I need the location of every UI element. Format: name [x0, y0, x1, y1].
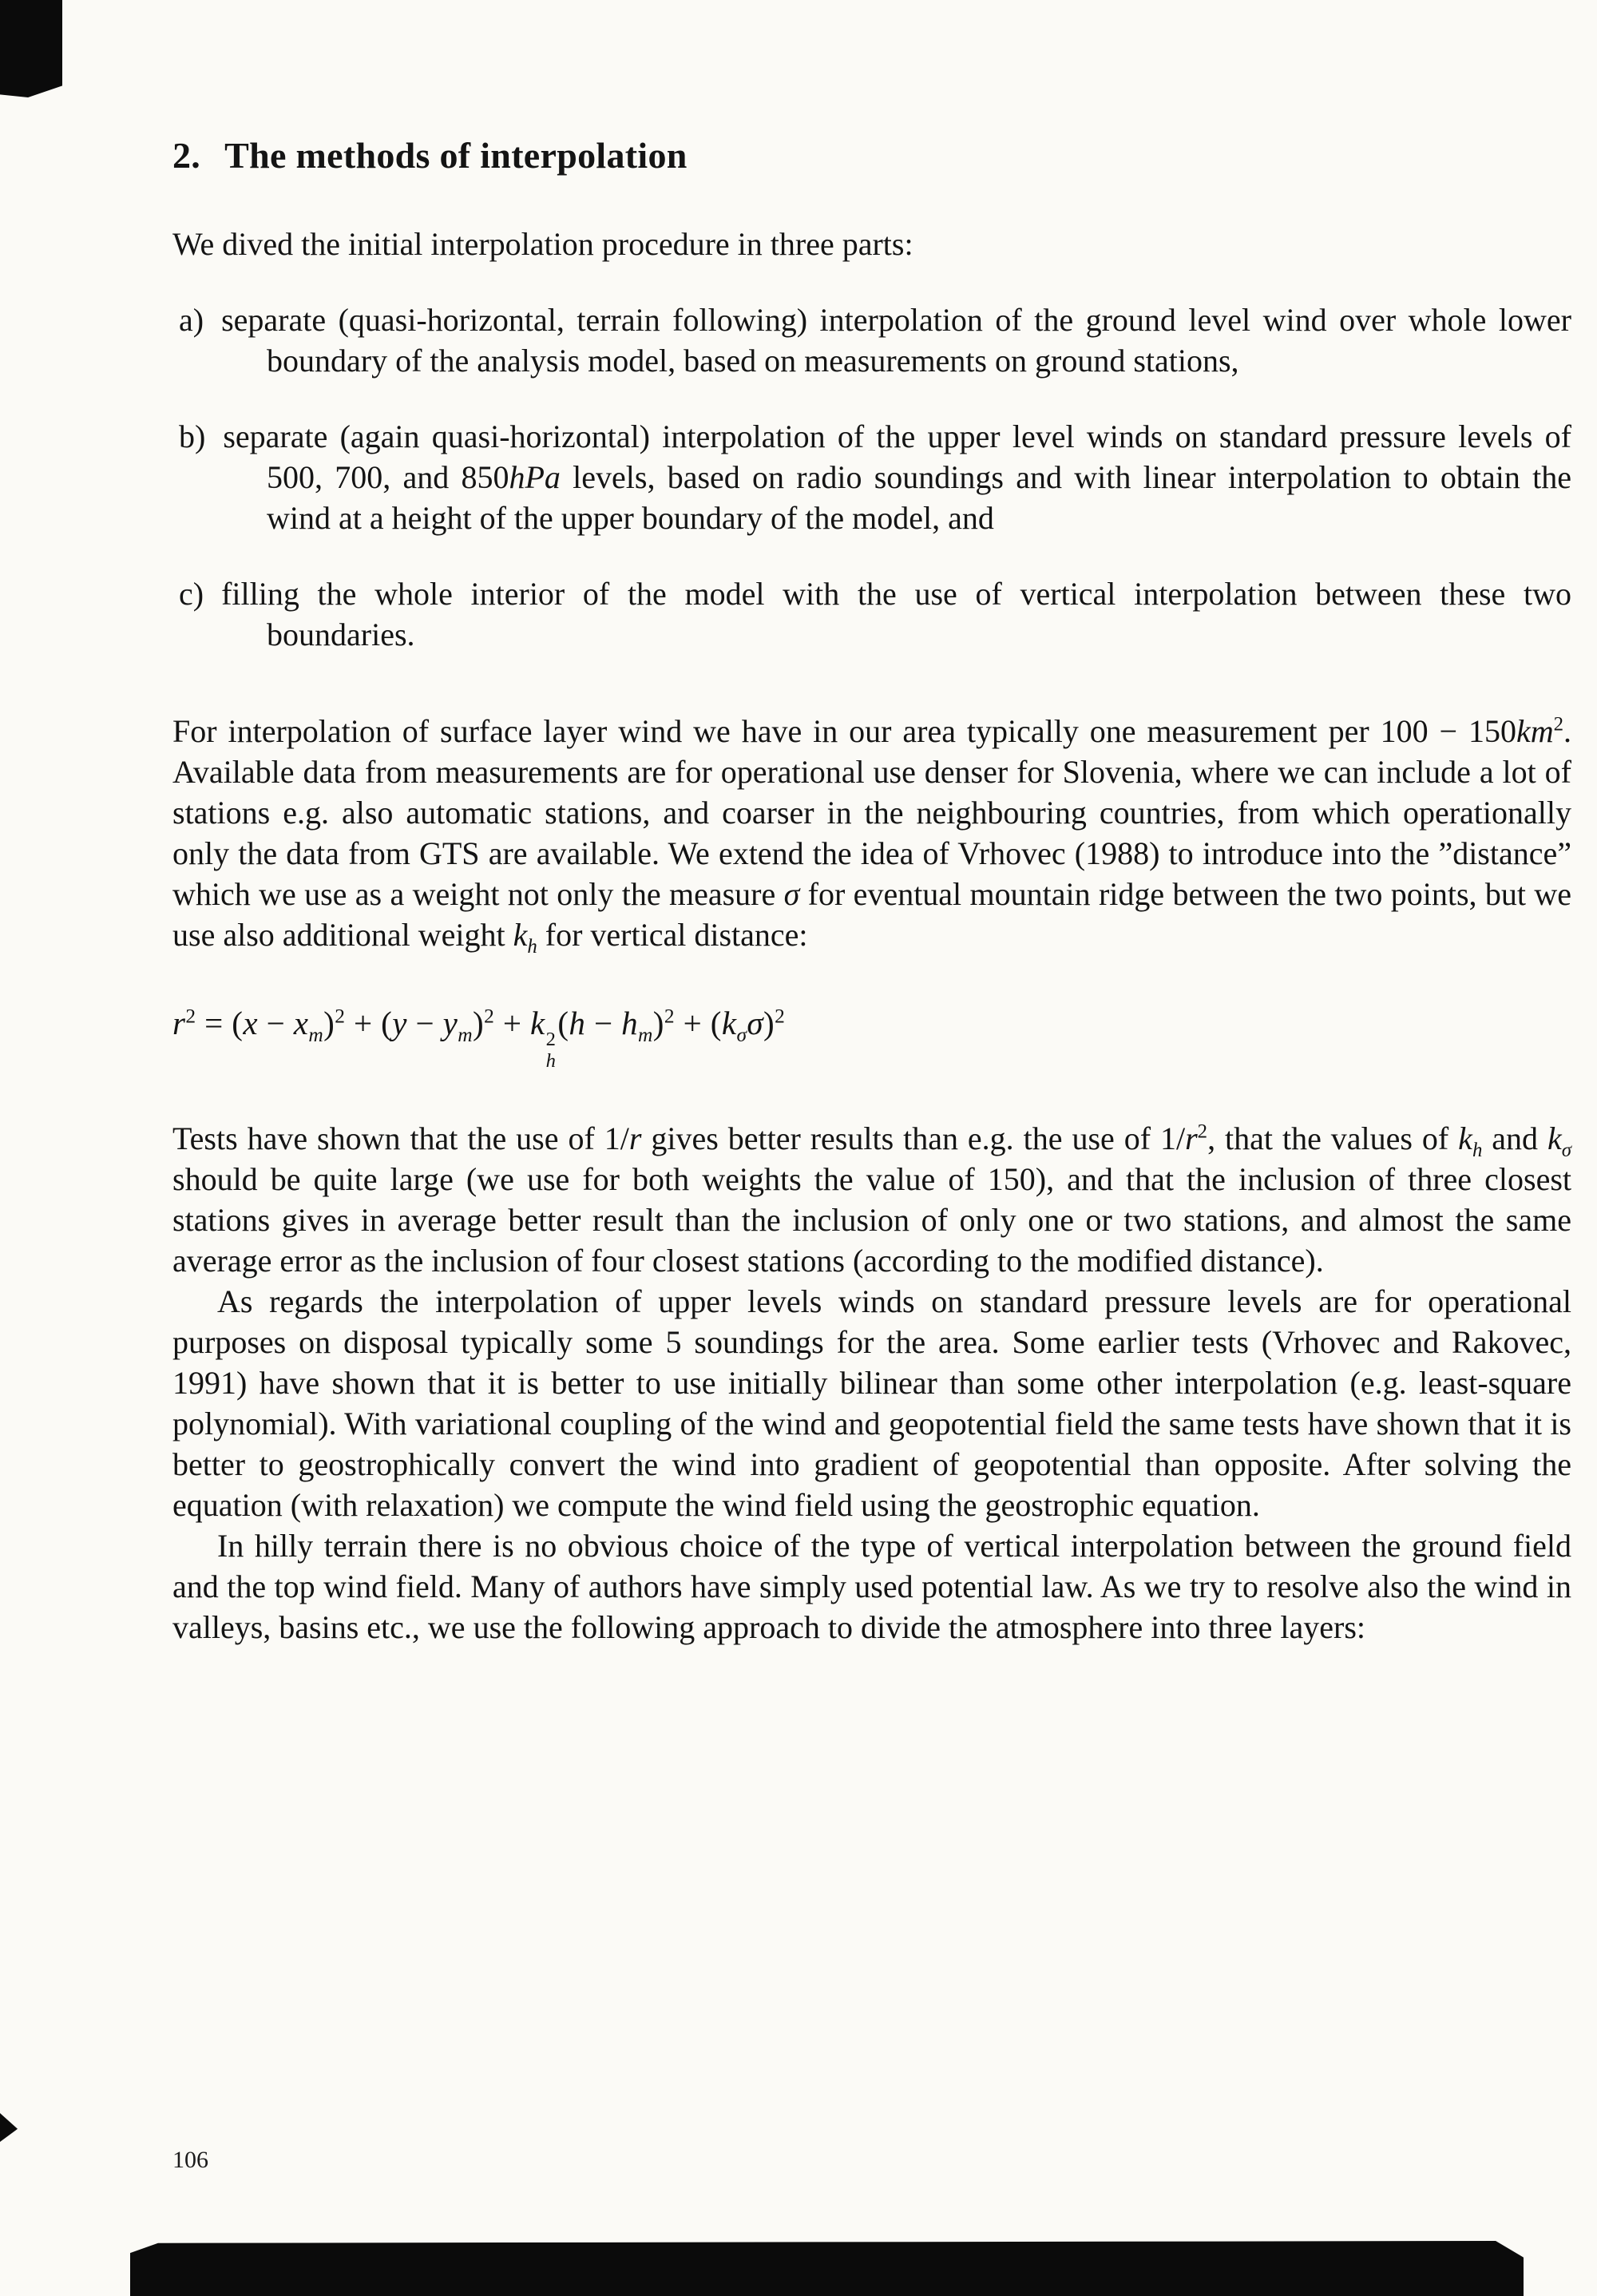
item-label-a: a): [179, 302, 204, 338]
intro-paragraph: We dived the initial interpolation procedure in three parts:: [172, 226, 913, 262]
item-text-a: separate (quasi-horizontal, terrain following) interpolation of the ground level wind over whole lower boundary of the analysis model, based on measurements on ground stations,: [221, 302, 1571, 379]
item-label-c: c): [179, 576, 204, 612]
page-number: 106: [172, 2147, 208, 2173]
item-text-b: separate (again quasi-horizontal) interpolation of the upper level winds on standard pressure levels of 500, 700, and 850hPa levels, based on radio soundings and with linear interpolation to obtain the wind at a height of the upper boundary of the model, and: [223, 418, 1571, 536]
paragraph-upper-levels: As regards the interpolation of upper levels winds on standard pressure levels are for operational purposes on disposal typically some 5 soundings for the area. Some earlier tests (Vrhovec and Rakovec, 1991) have shown that it is better to use initially bilinear than some other interpolation (e.g. least-square polynomial). With variational coupling of the wind and geopotential field the same tests have shown that it is better to geostrophically convert the wind into gradient of geopotential than opposite. After solving the equation (with relaxation) we compute the wind field using the geostrophic equation.: [172, 1283, 1571, 1523]
item-label-b: b): [179, 418, 206, 454]
list-item-a: [172, 299, 1571, 381]
list-item-c: [172, 573, 1571, 655]
page-content: [172, 134, 1571, 1648]
scan-artifact-top-left: [0, 0, 62, 97]
paragraph-hilly-terrain: In hilly terrain there is no obvious choice of the type of vertical interpolation between the ground field and the top wind field. Many of authors have simply used potential law. As we try to resolve also the wind in valleys, basins etc., we use the following approach to divide the atmosphere into three layers:: [172, 1527, 1571, 1645]
section-heading: [172, 134, 1571, 177]
distance-formula: $r^2 = (x - x_m)^2 + (y - y_m)^2 + k$ 2 h $(h - h_m)^2 + (k_\sigma\sigma)^2$: [172, 1005, 786, 1072]
item-text-c: filling the whole interior of the model with the use of vertical interpolation between these two boundaries.: [221, 576, 1571, 652]
paragraph-tests: Tests have shown that the use of 1/r gives better results than e.g. the use of $1/r^2$, that the values of $k_h$ and $k_\sigma$ should be quite large (we use for both weights the value of 150), and that the inclusion of three closest stations gives in average better result than the inclusion of only one or two stations, and almost the same average error as the inclusion of four closest stations (according to the modified distance).: [172, 1120, 1571, 1279]
scan-artifact-bottom-bar: [130, 2241, 1524, 2296]
section-number: 2.: [172, 135, 201, 176]
scan-artifact-left-notch: [0, 2113, 18, 2142]
section-title: The methods of interpolation: [224, 135, 688, 176]
list-item-b: [172, 416, 1571, 538]
paragraph-surface-interpolation: For interpolation of surface layer wind we have in our area typically one measurement per $100 - 150km^2$. Available data from measurements are for operational use denser for Slovenia, where we can include a lot of stations e.g. also automatic stations, and coarser in the neighbouring countries, from which operationally only the data from GTS are available. We extend the idea of Vrhovec (1988) to introduce into the ”distance” which we use as a weight not only the measure σ for eventual mountain ridge between the two points, but we use also additional weight $k_h$ for vertical distance:: [172, 713, 1571, 958]
